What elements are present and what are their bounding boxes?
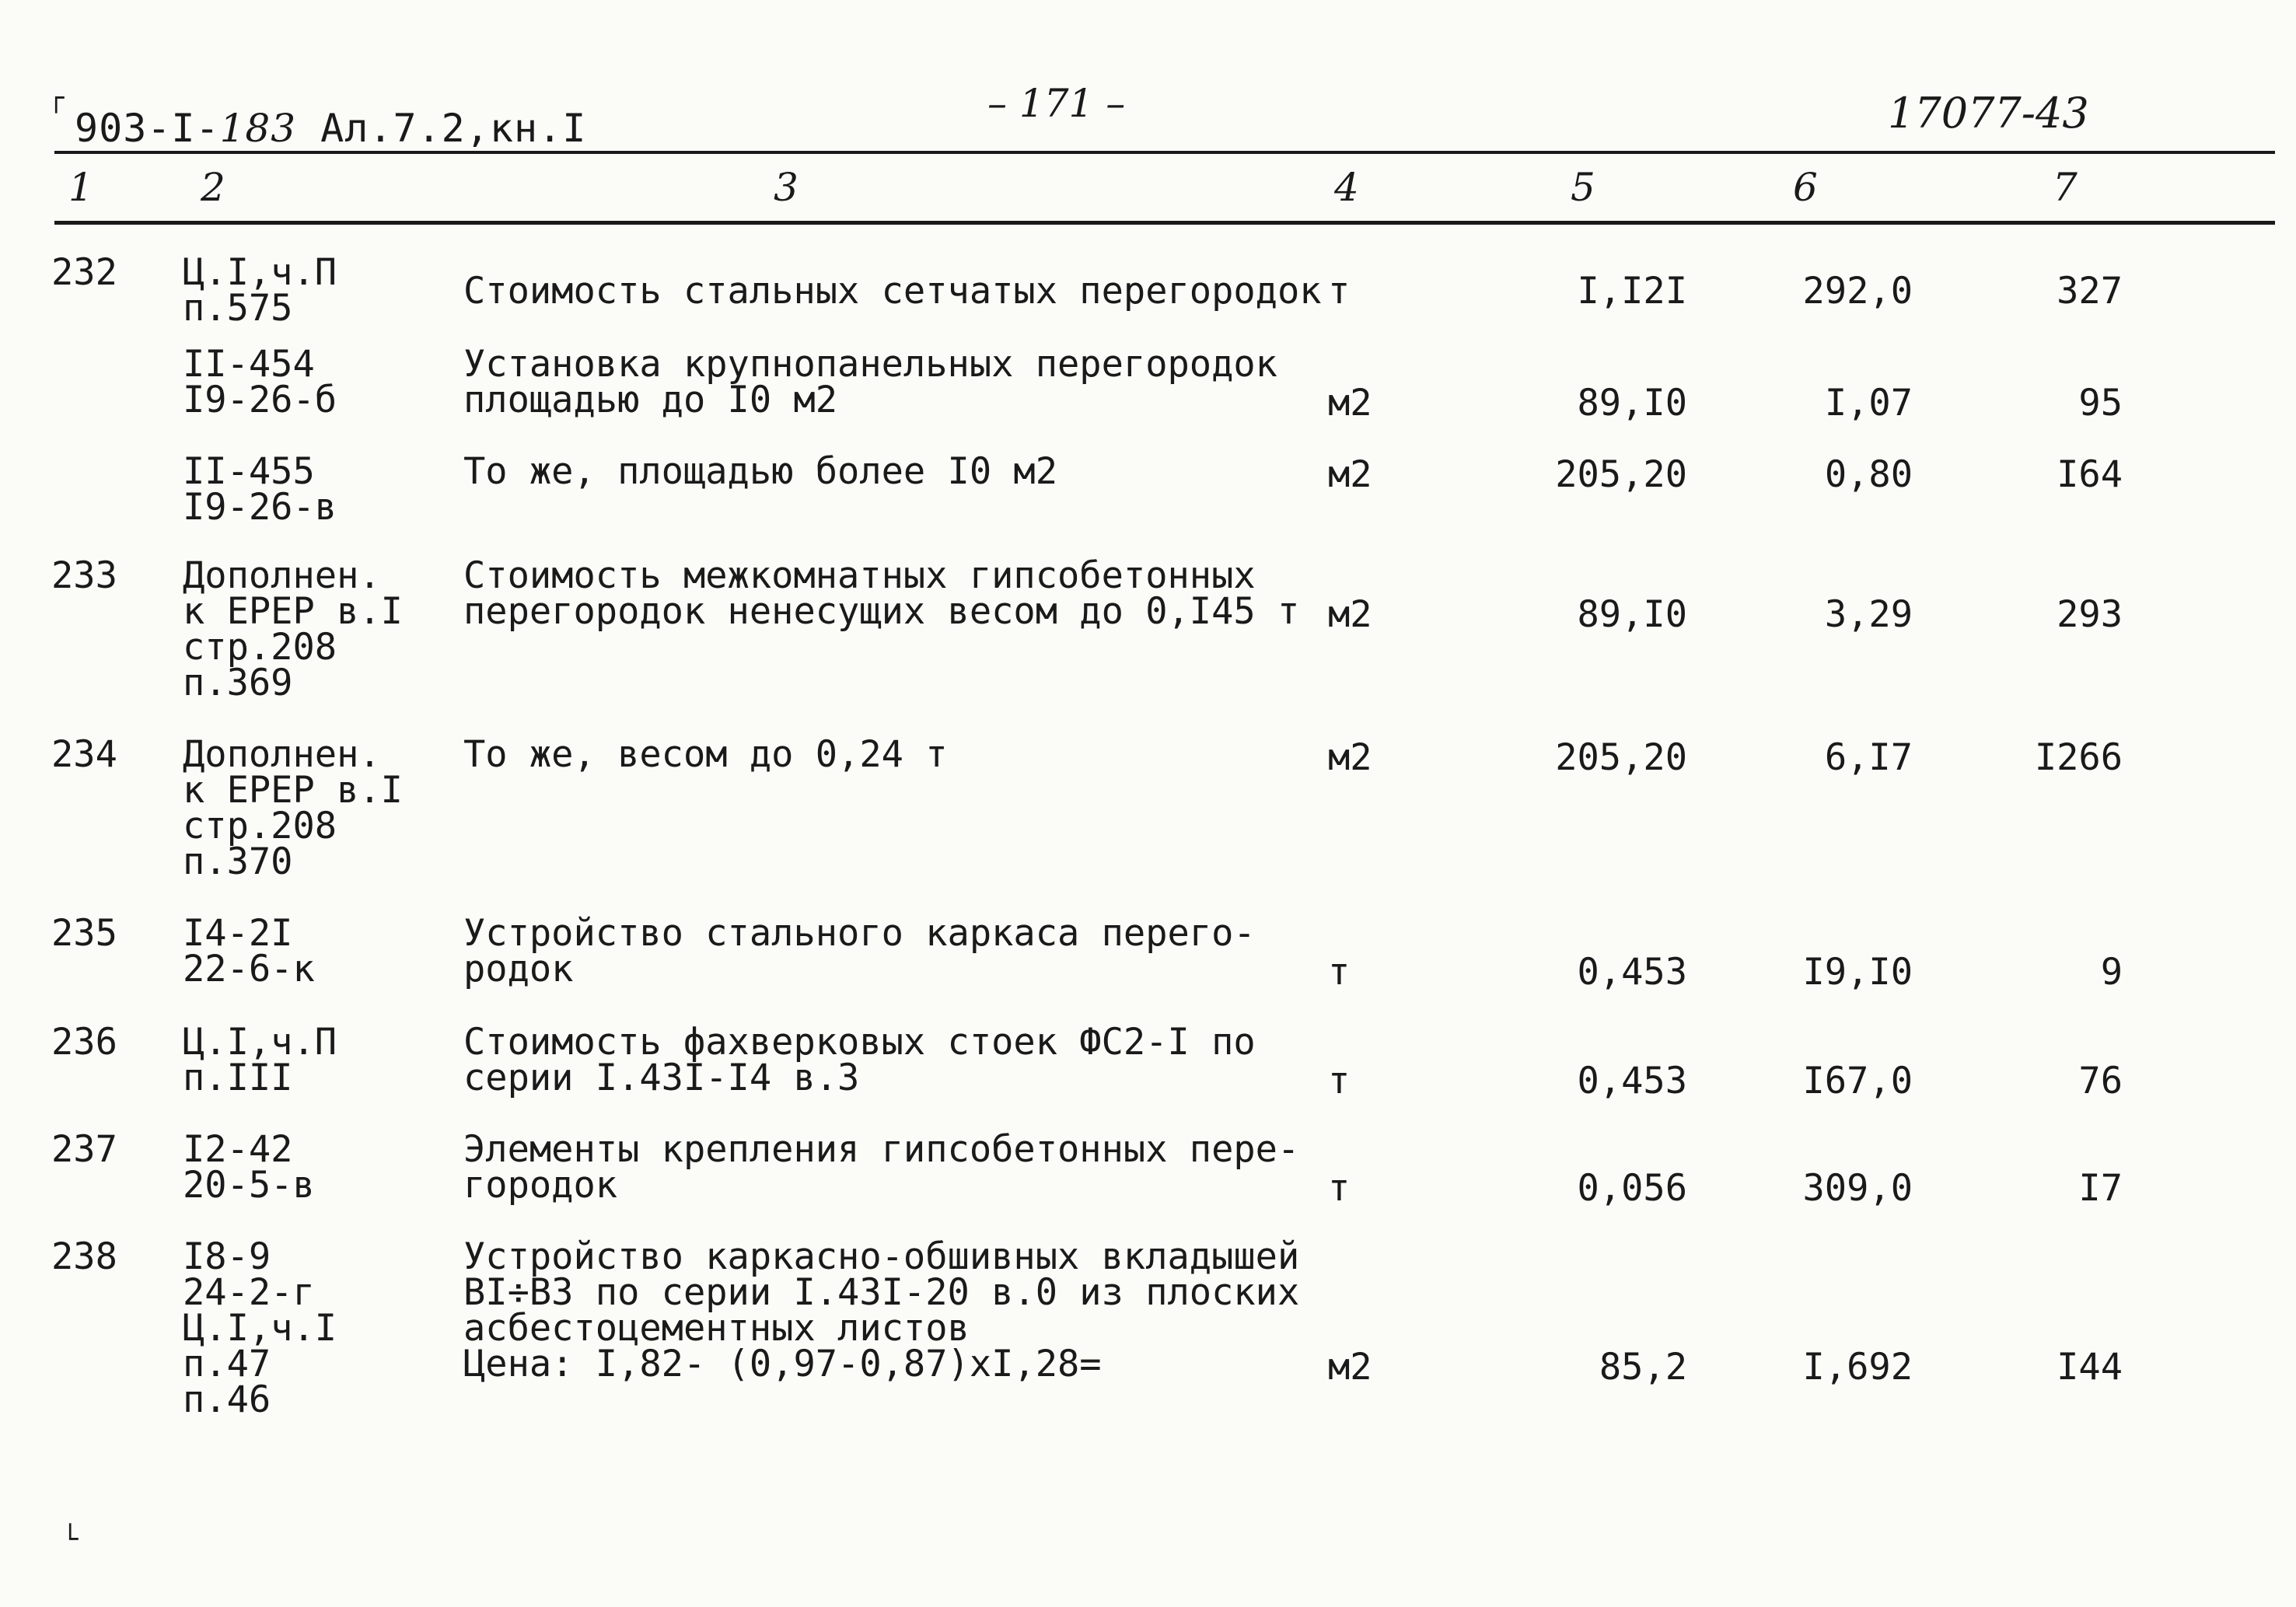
document-code (75, 106, 586, 151)
top-left-corner-mark: ┌ (48, 82, 65, 114)
row-unit: м2 (1328, 453, 1372, 496)
row-quantity: 0,453 (1577, 1060, 1687, 1102)
row-code: Дополнен. к ЕРЕР в.I стр.208 п.369 (183, 554, 403, 704)
row-quantity: 0,056 (1577, 1167, 1687, 1210)
row-total: I44 (2057, 1346, 2123, 1389)
row-code: Ц.I,ч.П п.III (183, 1021, 337, 1099)
row-description: Элементы крепления гипсобетонных пере- городок (463, 1128, 1300, 1207)
document-code-handwritten: 183 (219, 106, 297, 151)
column-header-6: 6 (1793, 165, 1818, 210)
row-price: I,692 (1802, 1346, 1913, 1389)
row-unit: т (1328, 1060, 1351, 1102)
header-bottom-rule (54, 221, 2275, 225)
row-total: 76 (2078, 1060, 2123, 1102)
row-code: II-454 I9-26-б (183, 343, 337, 421)
column-header-2: 2 (201, 165, 225, 210)
row-description: Стоимость фахверковых стоек ФС2-I по серии I.43I-I4 в.3 (463, 1021, 1256, 1099)
row-description: То же, площадью более I0 м2 (463, 450, 1058, 493)
row-code: Дополнен. к ЕРЕР в.I стр.208 п.370 (183, 733, 403, 883)
bottom-left-corner-mark: └ (62, 1524, 79, 1555)
row-code: II-455 I9-26-в (183, 450, 337, 529)
row-unit: м2 (1328, 593, 1372, 636)
row-total: 327 (2057, 270, 2123, 313)
row-quantity: 0,453 (1577, 951, 1687, 994)
row-price: 6,I7 (1824, 736, 1913, 779)
row-price: 0,80 (1824, 453, 1913, 496)
row-number: 235 (51, 912, 117, 955)
document-code-prefix: 903-I- (75, 106, 220, 151)
row-price: I67,0 (1802, 1060, 1913, 1102)
row-price: 3,29 (1824, 593, 1913, 636)
row-unit: т (1328, 270, 1351, 313)
inventory-number: 17077-43 (1888, 89, 2089, 138)
row-unit: м2 (1328, 736, 1372, 779)
row-quantity: 85,2 (1599, 1346, 1687, 1389)
page-number: – 171 – (987, 81, 1126, 126)
column-header-5: 5 (1571, 165, 1595, 210)
row-code: I2-42 20-5-в (183, 1128, 315, 1207)
row-price: 309,0 (1802, 1167, 1913, 1210)
row-total: I64 (2057, 453, 2123, 496)
row-quantity: 205,20 (1555, 453, 1687, 496)
row-price: 292,0 (1802, 270, 1913, 313)
row-total: 293 (2057, 593, 2123, 636)
column-header-1: 1 (68, 165, 93, 210)
row-number: 238 (51, 1235, 117, 1278)
row-description: Устройство каркасно-обшивных вкладышей BI÷B3 по серии I.43I-20 в.0 из плоских асбестоцементных листов Цена: I,82- (0,97-0,87)хI,28= (463, 1235, 1300, 1385)
column-header-4: 4 (1334, 165, 1359, 210)
row-total: I7 (2078, 1167, 2123, 1210)
row-code: I8-9 24-2-г Ц.I,ч.I п.47 п.46 (183, 1235, 337, 1421)
document-code-suffix: Ал.7.2,кн.I (320, 106, 587, 151)
row-description: Стоимость межкомнатных гипсобетонных перегородок ненесущих весом до 0,I45 т (463, 554, 1300, 633)
column-header-3: 3 (774, 165, 799, 210)
row-description: Стоимость стальных сетчатых перегородок (463, 270, 1322, 313)
row-price: I,07 (1824, 382, 1913, 424)
row-unit: м2 (1328, 1346, 1372, 1389)
column-header-7: 7 (2053, 165, 2078, 210)
row-quantity: I,I2I (1577, 270, 1687, 313)
row-total: 9 (2100, 951, 2123, 994)
row-description: Установка крупнопанельных перегородок площадью до I0 м2 (463, 343, 1277, 421)
row-number: 236 (51, 1021, 117, 1064)
row-quantity: 205,20 (1555, 736, 1687, 779)
row-description: Устройство стального каркаса перего- родок (463, 912, 1256, 990)
row-price: I9,I0 (1802, 951, 1913, 994)
row-unit: т (1328, 951, 1351, 994)
row-code: Ц.I,ч.П п.575 (183, 251, 337, 330)
header-top-rule (54, 151, 2275, 154)
row-unit: т (1328, 1167, 1351, 1210)
row-number: 237 (51, 1128, 117, 1171)
row-unit: м2 (1328, 382, 1372, 424)
row-number: 233 (51, 554, 117, 597)
row-quantity: 89,I0 (1577, 382, 1687, 424)
row-total: 95 (2078, 382, 2123, 424)
row-total: I266 (2034, 736, 2123, 779)
row-number: 232 (51, 251, 117, 294)
row-description: То же, весом до 0,24 т (463, 733, 948, 776)
row-code: I4-2I 22-6-к (183, 912, 315, 990)
row-quantity: 89,I0 (1577, 593, 1687, 636)
row-number: 234 (51, 733, 117, 776)
